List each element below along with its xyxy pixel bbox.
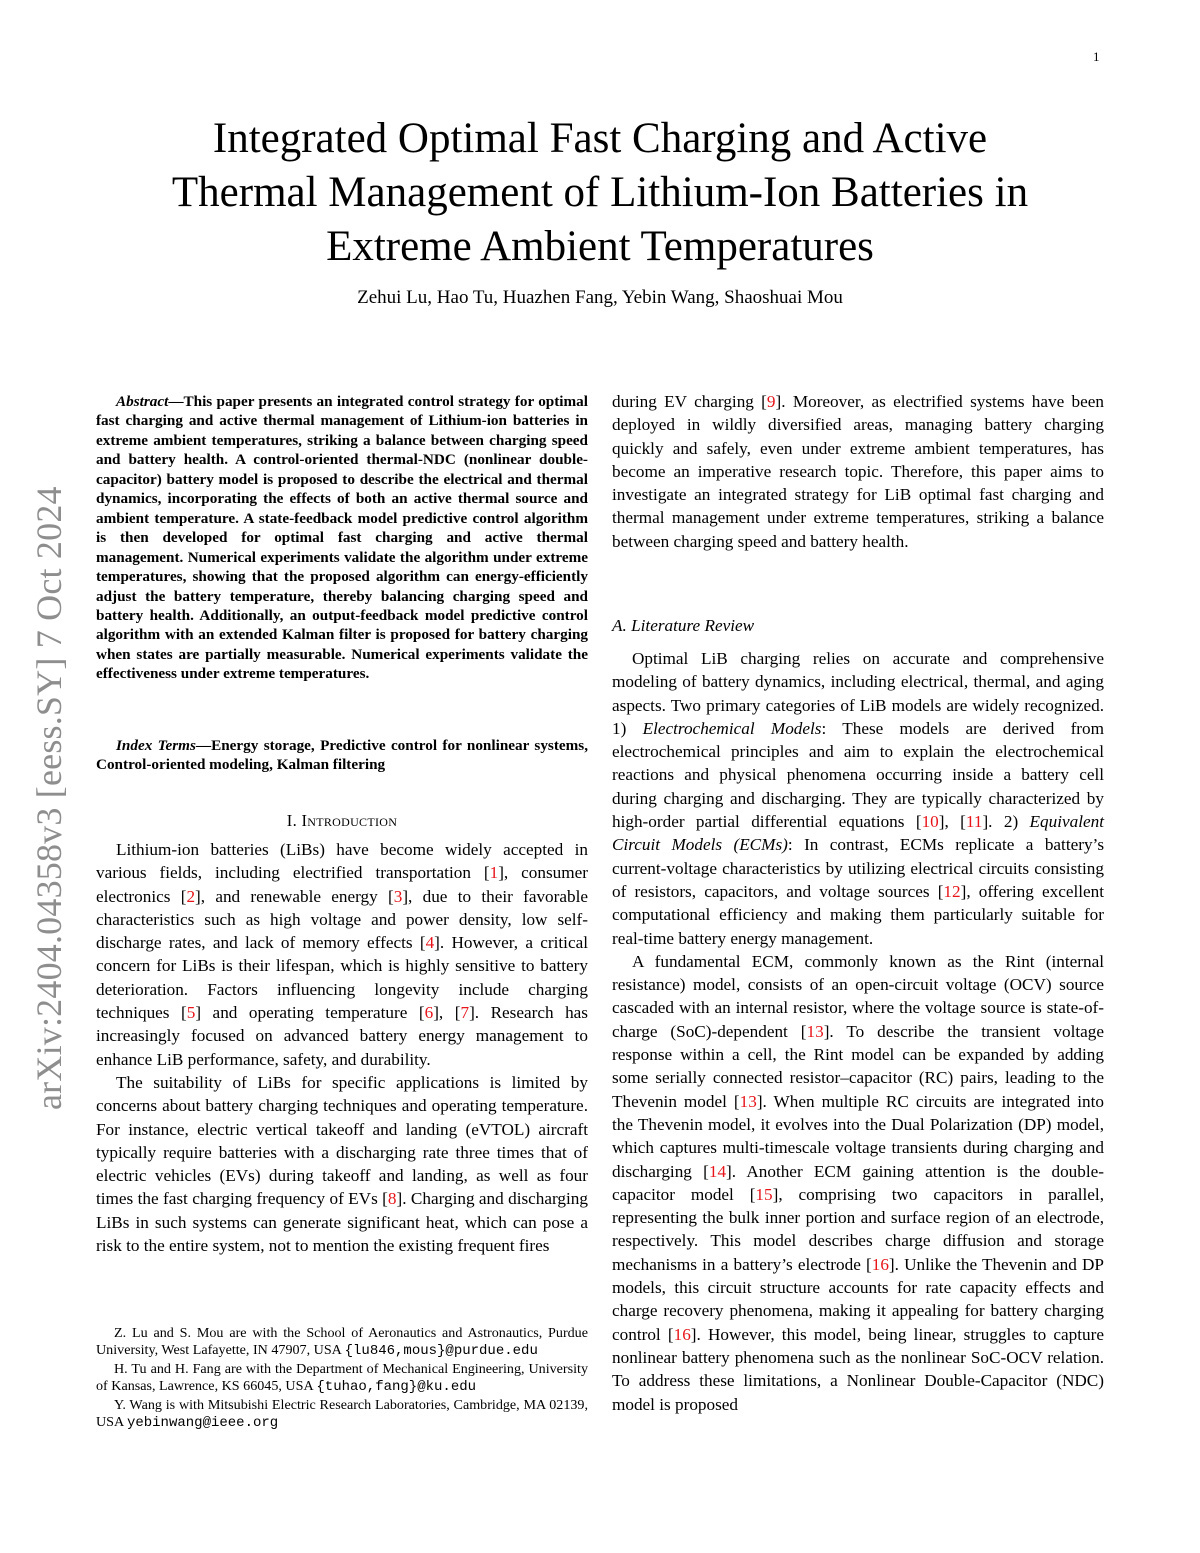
citation-link[interactable]: 2: [186, 886, 196, 906]
email: {tuhao,fang}@ku.edu: [316, 1379, 477, 1396]
title-line: Thermal Management of Lithium-Ion Batteries in: [171, 169, 1029, 216]
citation-link[interactable]: 8: [387, 1189, 397, 1209]
citation-link[interactable]: 10: [921, 812, 939, 832]
paragraph: A fundamental ECM, commonly known as the Rint (internal resistance) model, consists of an open-circuit voltage (OCV) source cascaded with an internal resistor, where the voltage source is state-of-charge (SoC)-dependent [13]. To describe the transient voltage response within a cell, the Rint model can be expanded by adding some serially connected resistor–capacitor (RC) pairs, leading to the Thevenin model [13]. When multiple RC circuits are integrated into the Thevenin model, it evolves into the Dual Polarization (DP) model, which captures multi-timescale voltage transients during charging and discharging [14]. Another ECM gaining attention is the double-capacitor model [15], comprising two capacitors in parallel, representing the bulk inner portion and surface region of an electrode, respectively. This model describes charge diffusion and storage mechanisms in a battery’s electrode [16]. Unlike the Thevenin and DP models, this circuit structure accounts for rate capacity effects and charge recovery phenomena, making it appealing for battery charging control [16]. However, this model, being linear, struggles to capture nonlinear battery phenomena such as the nonlinear SoC-OCV relation. To address these limitations, a Nonlinear Double-Capacitor (NDC) model is proposed: [612, 951, 1104, 1414]
citation-link[interactable]: 16: [871, 1254, 889, 1274]
citation-link[interactable]: 16: [673, 1324, 691, 1344]
paragraph: Optimal LiB charging relies on accurate and comprehensive modeling of battery dynamics, including electrical, thermal, and aging aspects. Two primary categories of LiB models are widely recognized. 1) Electrochemical Models: These models are derived from electrochemical principles and aim to explain the electrochemical reactions and physical phenomena occurring inside a battery cell during charging and discharging. They are typically characterized by high-order partial differential equations [10], [11]. 2) Equivalent Circuit Models (ECMs): In contrast, ECMs replicate a battery’s current-voltage characteristics by utilizing electrical circuits consisting of resistors, capacitors, and voltage sources [12], offering excellent computational efficiency and making them particularly suitable for real-time battery energy management.: [612, 649, 1105, 948]
section-number: I.: [286, 811, 298, 830]
abstract-label: Abstract: [116, 393, 169, 410]
citation-link[interactable]: 11: [965, 812, 983, 832]
title-line: Extreme Ambient Temperatures: [326, 223, 874, 270]
citation-link[interactable]: 12: [943, 881, 961, 901]
citation-link[interactable]: 15: [755, 1184, 773, 1204]
footnote: Y. Wang is with Mitsubishi Electric Research Laboratories, Cambridge, MA 02139, USA yebinwang@ieee.org: [96, 1396, 588, 1432]
introduction-body: [96, 838, 588, 1257]
footnote: H. Tu and H. Fang are with the Department of Mechanical Engineering, University of Kansas, Lawrence, KS 66045, USA {tuhao,fang}@ku.edu: [96, 1360, 588, 1396]
paragraph: The suitability of LiBs for specific applications is limited by concerns about battery charging techniques and operating temperature. For instance, electric vertical takeoff and landing (eVTOL) aircraft typically require batteries with a discharging rate three times that of electric vehicles (EVs) during takeoff and landing, as well as four times the fast charging frequency of EVs [8]. Charging and discharging LiBs in such systems can generate significant heat, which can pose a risk to the entire system, not to mention the existing frequent fires: [96, 1072, 588, 1256]
page-number: 1: [1093, 49, 1100, 64]
emphasis: Equivalent Circuit Models (ECMs): [612, 812, 1105, 855]
citation-link[interactable]: 5: [186, 1003, 196, 1023]
paper-title: [95, 112, 1105, 274]
emphasis: Electrochemical Models: [642, 718, 822, 738]
section-title: Introduction: [301, 811, 398, 830]
abstract: [96, 392, 588, 684]
citation-link[interactable]: 7: [460, 1003, 470, 1023]
introduction-continued: [612, 390, 1104, 553]
citation-link[interactable]: 3: [393, 886, 403, 906]
subsection-heading: A. Literature Review: [612, 616, 755, 635]
title-line: Integrated Optimal Fast Charging and Active: [212, 115, 988, 162]
citation-link[interactable]: 1: [489, 863, 499, 883]
footnote: Z. Lu and S. Mou are with the School of Aeronautics and Astronautics, Purdue University, West Lafayette, IN 47907, USA {lu846,mous}@purdue.edu: [96, 1325, 588, 1360]
email: yebinwang@ieee.org: [126, 1415, 279, 1432]
citation-link[interactable]: 13: [806, 1021, 824, 1041]
paragraph: Lithium-ion batteries (LiBs) have become widely accepted in various fields, including electrified transportation [1], consumer electronics [2], and renewable energy [3], due to their favorable characteristics such as high voltage and power density, low self-discharge rates, and lack of memory effects [4]. However, a critical concern for LiBs is their lifespan, which is highly sensitive to battery deterioration. Factors influencing longevity include charging techniques [5] and operating temperature [6], [7]. Research has increasingly focused on advanced battery energy management to enhance LiB performance, safety, and durability.: [96, 840, 588, 1069]
citation-link[interactable]: 14: [708, 1161, 727, 1181]
citation-link[interactable]: 9: [766, 392, 776, 411]
index-terms-text: —Energy storage, Predictive control for nonlinear systems, Control-oriented modeling, Kalman filtering: [96, 737, 588, 774]
arxiv-identifier: arXiv:2404.04358v3 [eess.SY] 7 Oct 2024: [29, 486, 69, 1110]
abstract-text: —This paper presents an integrated control strategy for optimal fast charging and active thermal management of Lithium-ion batteries in extreme ambient temperatures, striking a balance between charging speed and battery health. A control-oriented thermal-NDC (nonlinear double-capacitor) battery model is proposed to describe the electrical and thermal dynamics, incorporating the effects of both an active thermal source and ambient temperature. A state-feedback model predictive control algorithm is then developed for optimal fast charging and active thermal management. Numerical experiments validate the algorithm under extreme temperatures, showing that the proposed algorithm can energy-efficiently adjust the battery temperature, thereby balancing charging speed and battery health. Additionally, an output-feedback model predictive control algorithm with an extended Kalman filter is proposed for battery charging when states are partially measurable. Numerical experiments validate the effectiveness under extreme temperatures.: [96, 393, 588, 683]
citation-link[interactable]: 4: [425, 933, 435, 953]
literature-review-body: [612, 647, 1104, 1416]
index-terms-label: Index Terms: [116, 737, 196, 754]
index-terms: [96, 736, 588, 775]
citation-link[interactable]: 13: [739, 1091, 757, 1111]
citation-link[interactable]: 6: [424, 1003, 434, 1023]
section-heading: [96, 809, 588, 832]
author-list: Zehui Lu, Hao Tu, Huazhen Fang, Yebin Wang, Shaoshuai Mou: [357, 287, 843, 308]
email: {lu846,mous}@purdue.edu: [344, 1343, 538, 1360]
footnotes: [96, 1325, 588, 1432]
paragraph: during EV charging [9]. Moreover, as electrified systems have been deployed in wildly diversified areas, managing battery charging quickly and safely, even under extreme ambient temperatures, has become an imperative research topic. Therefore, this paper aims to investigate an integrated strategy for LiB optimal fast charging and thermal management under extreme temperatures, striking a balance between charging speed and battery health.: [612, 392, 1104, 551]
